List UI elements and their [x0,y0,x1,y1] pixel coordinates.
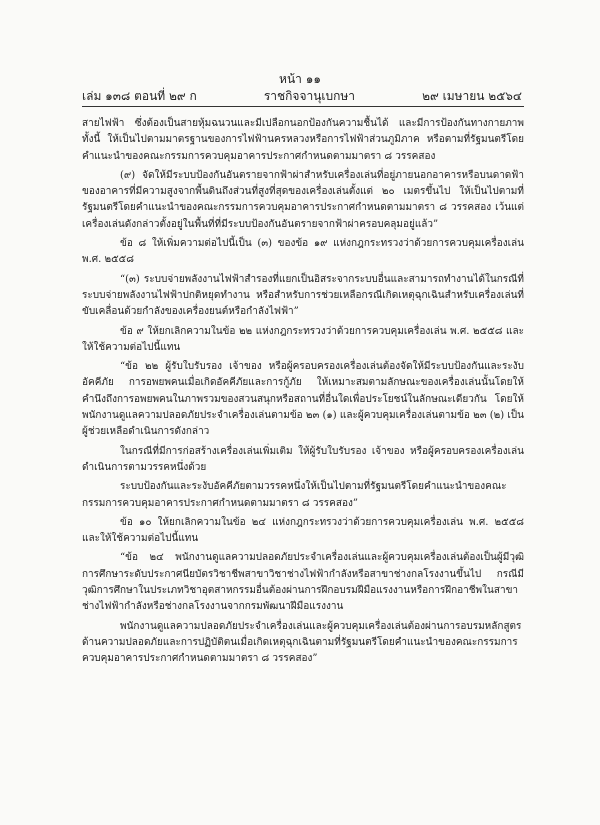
gazette-name: ราชกิจจานุเบกษา [263,89,356,103]
paragraph: (๙) จัดให้มีระบบป้องกันอันตรายจากฟ้าผ่าสำหรับเครื่องเล่นที่อยู่ภายนอกอาคารหรือบนดาดฟ้าของอาคารที่มีความสูงจากพื้นดินถึงส่วนที่สูงที่สุดของเครื่องเล่นตั้งแต่ ๒๐ เมตรขึ้นไป ให้เป็นไปตามที่รัฐมนตรีโดยคำแนะนำของคณะกรรมการควบคุมอาคารประกาศกำหนดตามมาตรา ๘ วรรคสอง เว้นแต่เครื่องเล่นดังกล่าวตั้งอยู่ในพื้นที่ที่มีระบบป้องกันอันตรายจากฟ้าผ่าครอบคลุมอยู่แล้ว” [82,169,524,230]
paragraph: ข้อ ๘ ให้เพิ่มความต่อไปนี้เป็น (๓) ของข้อ ๑๙ แห่งกฎกระทรวงว่าด้วยการควบคุมเครื่องเล่น พ.ศ. ๒๕๕๘ [82,238,524,266]
page-header [82,87,522,106]
paragraph: ระบบป้องกันและระงับอัคคีภัยตามวรรคหนึ่งให้เป็นไปตามที่รัฐมนตรีโดยคำแนะนำของคณะกรรมการควบคุมอาคารประกาศกำหนดตามมาตรา ๘ วรรคสอง” [82,481,507,509]
publication-date: ๒๙ เมษายน ๒๕๖๔ [422,89,522,103]
document-body [82,116,524,668]
volume-issue: เล่ม ๑๓๘ ตอนที่ ๒๙ ก [82,89,197,103]
page-number: หน้า ๑๑ [279,72,321,86]
header-rule [82,106,524,107]
paragraph: “ข้อ ๒๒ ผู้รับใบรับรอง เจ้าของ หรือผู้ครอบครองเครื่องเล่นต้องจัดให้มีระบบป้องกันและระงับอัคคีภัย การอพยพคนเมื่อเกิดอัคคีภัยและการกู้ภัย ให้เหมาะสมตามลักษณะของเครื่องเล่นนั้นโดยให้คำนึงถึงการอพยพคนในภาพรวมของสวนสนุกหรือสถานที่อื่นใดเพื่อประโยชน์ในลักษณะเดียวกัน โดยให้พนักงานดูแลความปลอดภัยประจำเครื่องเล่นตามข้อ ๒๓ (๑) และผู้ควบคุมเครื่องเล่นตามข้อ ๒๓ (๒) เป็นผู้ช่วยเหลือดำเนินการดังกล่าว [82,361,524,438]
paragraph: สายไฟฟ้า ซึ่งต้องเป็นสายหุ้มฉนวนและมีเปลือกนอกป้องกันความชื้นได้ และมีการป้องกันทางกายภาพทั้งนี้ ให้เป็นไปตามมาตรฐานของการไฟฟ้านครหลวงหรือการไฟฟ้าส่วนภูมิภาค หรือตามที่รัฐมนตรีโดยคำแนะนำของคณะกรรมการควบคุมอาคารประกาศกำหนดตามมาตรา ๘ วรรคสอง [82,118,524,162]
paragraph: “ข้อ ๒๔ พนักงานดูแลความปลอดภัยประจำเครื่องเล่นและผู้ควบคุมเครื่องเล่นต้องเป็นผู้มีวุฒิการศึกษาระดับประกาศนียบัตรวิชาชีพสาขาวิชาช่างไฟฟ้ากำลังหรือสาขาช่างกลโรงงานขึ้นไป กรณีมีวุฒิการศึกษาในประเภทวิชาอุตสาหกรรมอื่นต้องผ่านการฝึกอบรมฝีมือแรงงานหรือการฝึกอาชีพในสาขาช่างไฟฟ้ากำลังหรือช่างกลโรงงานจากกรมพัฒนาฝีมือแรงงาน [82,552,524,613]
paragraph: ข้อ ๙ ให้ยกเลิกความในข้อ ๒๒ แห่งกฎกระทรวงว่าด้วยการควบคุมเครื่องเล่น พ.ศ. ๒๕๕๘ และให้ใช้ความต่อไปนี้แทน [82,325,524,353]
paragraph: ข้อ ๑๐ ให้ยกเลิกความในข้อ ๒๔ แห่งกฎกระทรวงว่าด้วยการควบคุมเครื่องเล่น พ.ศ. ๒๕๕๘ และให้ใช้ความต่อไปนี้แทน [82,516,524,545]
paragraph: ในกรณีที่มีการก่อสร้างเครื่องเล่นเพิ่มเติม ให้ผู้รับใบรับรอง เจ้าของ หรือผู้ครอบครองเครื่องเล่นดำเนินการตามวรรคหนึ่งด้วย [82,445,524,473]
paragraph: พนักงานดูแลความปลอดภัยประจำเครื่องเล่นและผู้ควบคุมเครื่องเล่นต้องผ่านการอบรมหลักสูตรด้านความปลอดภัยและการปฏิบัติตนเมื่อเกิดเหตุฉุกเฉินตามที่รัฐมนตรีโดยคำแนะนำของคณะกรรมการควบคุมอาคารประกาศกำหนดตามมาตรา ๘ วรรคสอง” [82,620,522,665]
paragraph: “(๓) ระบบจ่ายพลังงานไฟฟ้าสำรองที่แยกเป็นอิสระจากระบบอื่นและสามารถทำงานได้ในกรณีที่ระบบจ่ายพลังงานไฟฟ้าปกติหยุดทำงาน หรือสำหรับการช่วยเหลือกรณีเกิดเหตุฉุกเฉินสำหรับเครื่องเล่นที่ขับเคลื่อนด้วยกำลังของเครื่องยนต์หรือกำลังไฟฟ้า” [82,273,524,318]
